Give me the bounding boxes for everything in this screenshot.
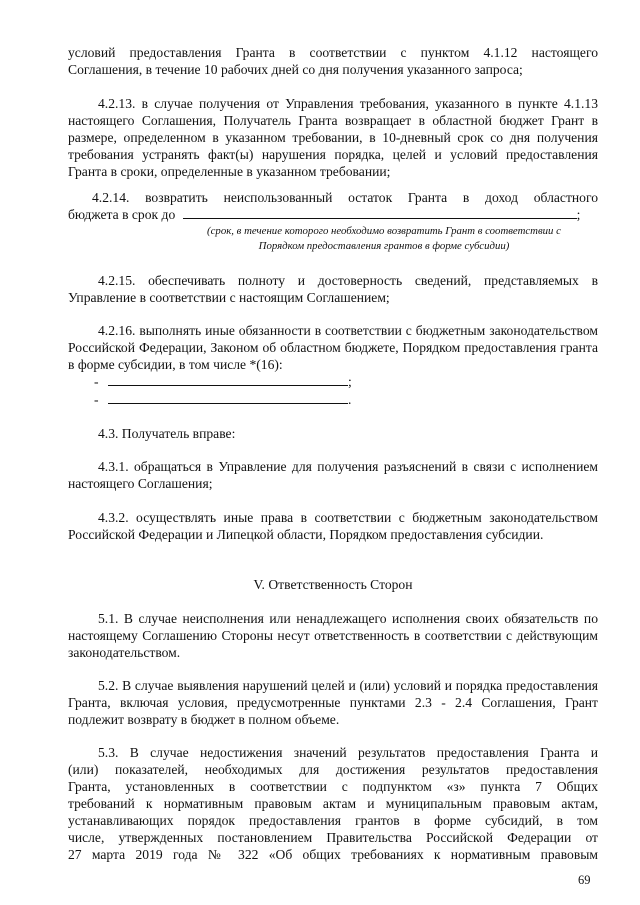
- text-line: (или) показателей, необходимых для достижения результатов предоставления: [68, 762, 598, 777]
- list-dash: -: [94, 392, 99, 407]
- text-line: [68, 206, 598, 223]
- paragraph-4-2-16: 4.2.16. выполнять иные обязанности в соответствии с бюджетным законодательством Российской Федерации, Законом об областном бюджете, Порядком предоставления гранта в форме субсидии, в том числе *(16):: [68, 323, 598, 372]
- text-fragment: бюджета в срок до: [68, 207, 176, 222]
- deadline-blank-field: [183, 206, 577, 219]
- paragraph-4-2-15: 4.2.15. обеспечивать полноту и достоверность сведений, представляемых в Управление в соответствии с настоящим Соглашением;: [68, 273, 598, 305]
- paragraph-5-1: 5.1. В случае неисполнения или ненадлежащего исполнения своих обязательств по настоящему Соглашению Стороны несут ответственность в соответствии с действующим законодательством.: [68, 611, 598, 660]
- caption-line: Порядком предоставления грантов в форме субсидии): [258, 240, 510, 252]
- blank-field: [108, 391, 348, 404]
- section-heading: V. Ответственность Сторон: [253, 577, 413, 592]
- paragraph-continuation: [68, 44, 598, 78]
- text-line: Соглашения, в течение 10 рабочих дней со дня получения указанного запроса;: [68, 62, 523, 77]
- text-line: условий предоставления Гранта в соответствии с пунктом 4.1.12 настоящего: [68, 45, 598, 60]
- text-line: 27 марта 2019 года № 322 «Об общих требованиях к нормативным правовым: [68, 847, 598, 862]
- text-line: требований к нормативным правовым актам и муниципальным правовым актам,: [68, 796, 598, 811]
- page-number: 69: [578, 873, 591, 887]
- list-item: [68, 391, 598, 408]
- text-fragment: ;: [576, 207, 581, 222]
- text-line: устанавливающих порядок предоставления грантов в форме субсидий, в том: [68, 813, 598, 828]
- text-line: числе, утвержденных постановлением Правительства Российской Федерации от: [68, 830, 598, 845]
- paragraph-4-3-2: 4.3.2. осуществлять иные права в соответствии с бюджетным законодательством Российской Федерации и Липецкой области, Порядком предоставления субсидии.: [68, 510, 598, 542]
- paragraph-5-3: [68, 744, 598, 863]
- footnote-caption: [170, 224, 598, 254]
- paragraph-4-2-14: [68, 189, 598, 223]
- text-line: 5.3. В случае недостижения значений результатов предоставления Гранта и: [98, 745, 598, 760]
- paragraph-4-3: 4.3. Получатель вправе:: [98, 426, 236, 441]
- text-line: Гранта, установленных в соответствии с подпунктом «з» пункта 7 Общих: [68, 779, 598, 794]
- list-end: ;: [347, 374, 352, 389]
- paragraph-4-3-1: 4.3.1. обращаться в Управление для получения разъяснений в связи с исполнением настоящего Соглашения;: [68, 459, 598, 491]
- paragraph-4-2-13: 4.2.13. в случае получения от Управления требования, указанного в пункте 4.1.13 настоящего Соглашения, Получатель Гранта возвращает в областной бюджет Грант в размере, определенном в указанном требовании, в 10-дневный срок со дня получения требования устранять факт(ы) нарушения порядка, целей и условий предоставления Гранта в сроки, определенные в указанном требовании;: [68, 96, 598, 179]
- list-dash: -: [94, 374, 99, 389]
- blank-field: [108, 373, 348, 386]
- text-line: 4.2.14. возвратить неиспользованный остаток Гранта в доход областного: [92, 190, 598, 205]
- list-item: [68, 373, 598, 390]
- paragraph-5-2: 5.2. В случае выявления нарушений целей и (или) условий и порядка предоставления Гранта, включая условия, предусмотренные пунктами 2.3 - 2.4 Соглашения, Грант подлежит возврату в бюджет в полном объеме.: [68, 678, 598, 727]
- caption-line: (срок, в течение которого необходимо возвратить Грант в соответствии с: [207, 225, 561, 237]
- list-end: .: [347, 392, 352, 407]
